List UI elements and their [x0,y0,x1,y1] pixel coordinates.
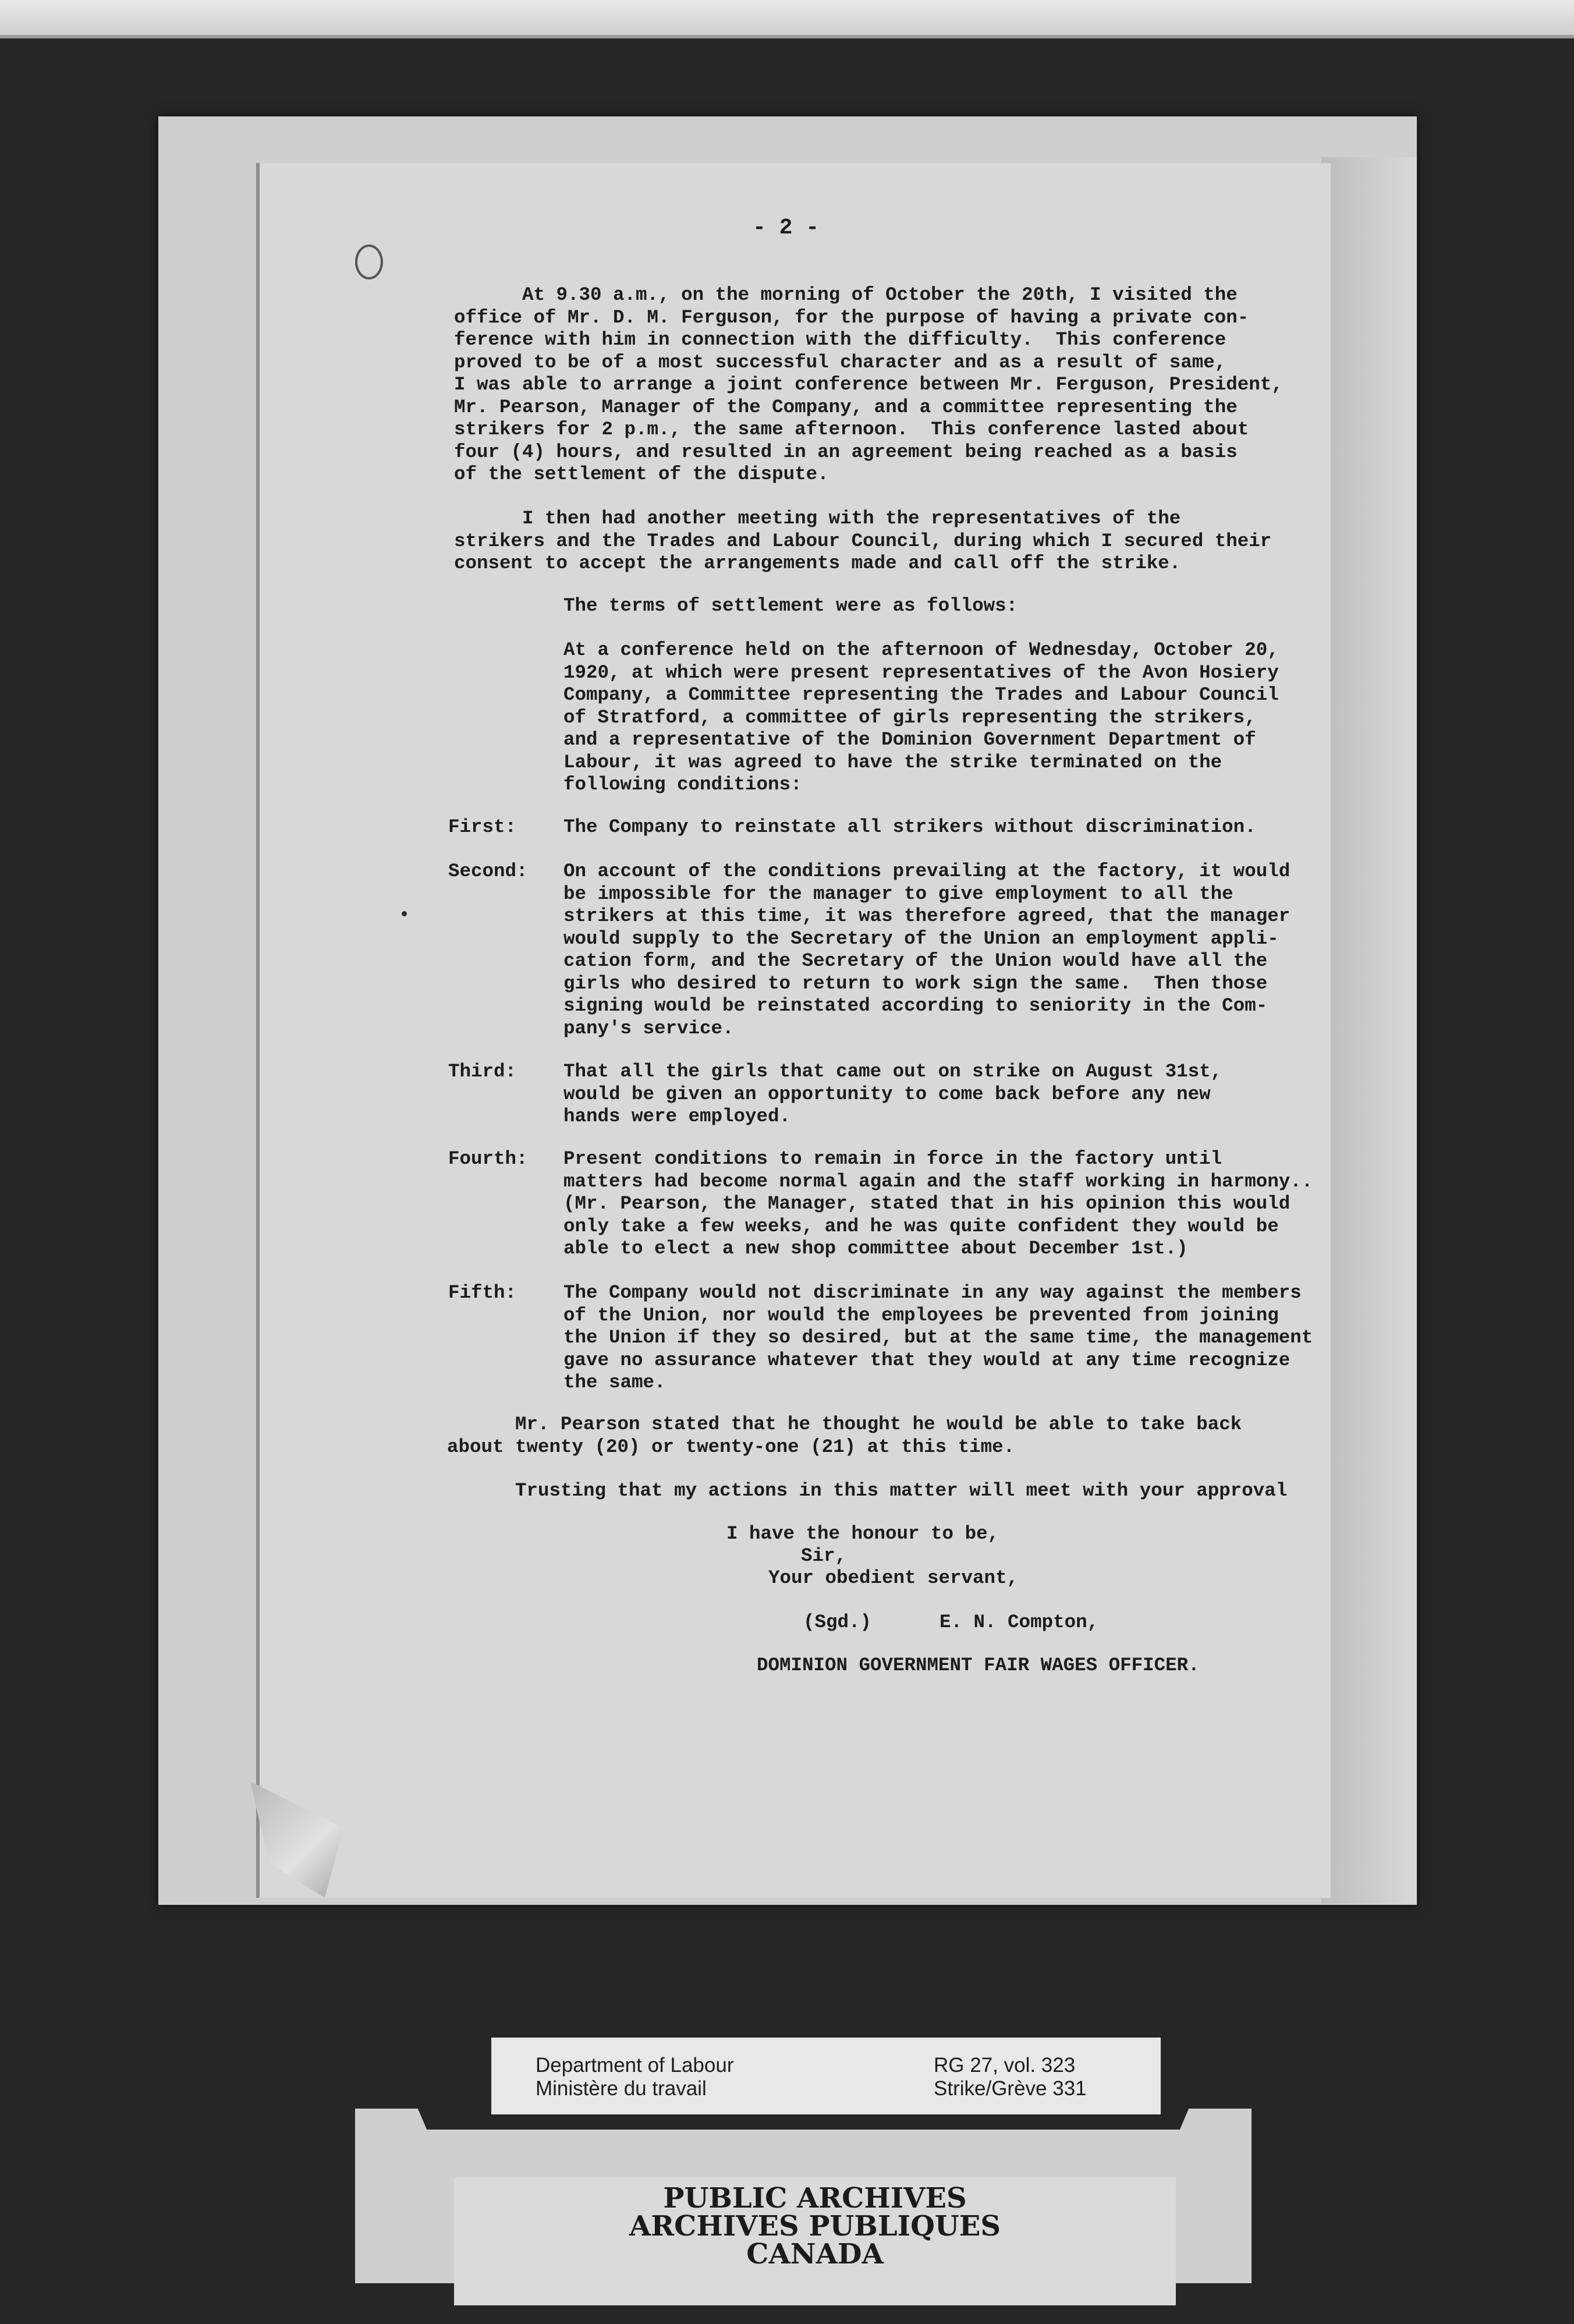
archive-stamp [454,2184,1176,2268]
page-number: - 2 - [752,215,820,240]
condition-text-first: The Company to reinstate all strikers without discrimination. [563,816,1256,838]
condition-text-fourth: Present conditions to remain in force in the factory until matters had become normal again and the staff working in harmony.. (Mr. Pearson, the Manager, stated that in his opinion this would only take a few weeks, and he was quite confident they would be able to elect a new shop committee about December 1st.) [563,1148,1313,1259]
signature-line-1: I have the honour to be, [726,1523,999,1544]
stamp-line-1: PUBLIC ARCHIVES [663,2182,967,2215]
punch-hole [355,245,383,279]
terms-heading: The terms of settlement were as follows: [563,595,1018,617]
closing-paragraph-1: Mr. Pearson stated that he thought he would be able to take back about twenty (20) or twenty-one (21) at this time. [447,1413,1242,1458]
scanner-top-strip [0,0,1574,38]
intro-paragraph-2: I then had another meeting with the representatives of the strikers and the Trades and Labour Council, during which I secured their consent to accept the arrangements made and call off the strike. [454,508,1272,574]
condition-text-fifth: The Company would not discriminate in any way against the members of the Union, nor would the employees be prevented from joining the Union if they so desired, but at the same time, the management gave no assurance whatever that they would at any time recognize the same. [563,1282,1313,1393]
signature-title: DOMINION GOVERNMENT FAIR WAGES OFFICER. [757,1655,1200,1676]
condition-label-first: First: [448,816,517,838]
condition-label-fifth: Fifth: [448,1282,517,1303]
paper-edge [1321,157,1417,1904]
condition-text-second: On account of the conditions prevailing at the factory, it would be impossible for the manager to give employment to all the strikers at this time, it was therefore agreed, that the manager would supply to the Secretary of the Union an employment appli- cation form, and the Secretary of the Union would have all the girls who desired to return to work sign the same. Then those signing would be reinstated according to seniority in the Com- pany's service. [563,860,1291,1039]
stamp-line-2: ARCHIVES PUBLIQUES [629,2210,1001,2242]
tag-department [536,2054,733,2100]
archive-reference-tag [491,2038,1161,2114]
margin-mark [402,911,407,916]
condition-label-third: Third: [448,1061,517,1082]
intro-paragraph-1: At 9.30 a.m., on the morning of October the 20th, I visited the office of Mr. D. M. Ferguson, for the purpose of having a private con- ference with him in connection with the difficulty. This conference proved to be of a most successful character and as a result of same, I was able to arrange a joint conference between Mr. Ferguson, President, Mr. Pearson, Manager of the Company, and a committee representing the strikers for 2 p.m., the same afternoon. This conference lasted about four (4) hours, and resulted in an agreement being reached as a basis of the settlement of the dispute. [454,284,1283,485]
condition-text-third: That all the girls that came out on strike on August 31st, would be given an opportunity to come back before any new hands were employed. [563,1061,1222,1127]
signature-line-2: Sir, [801,1545,847,1567]
stamp-line-3: CANADA [746,2238,884,2270]
conference-paragraph: At a conference held on the afternoon of Wednesday, October 20, 1920, at which were present representatives of the Avon Hosiery Company, a Committee representing the Trades and Labour Council of Stratford, a committee of girls representing the strikers, and a representative of the Dominion Government Department of Labour, it was agreed to have the strike terminated on the following conditions: [563,639,1279,795]
tag-reference [934,2054,1087,2100]
condition-label-fourth: Fourth: [448,1148,528,1170]
signature-line-3: Your obedient servant, [768,1567,1019,1589]
tag-ref: RG 27, vol. 323 [934,2054,1076,2077]
tag-dept-en: Department of Labour [536,2054,734,2077]
tag-strike: Strike/Grève 331 [934,2077,1087,2100]
signature-signed: (Sgd.) E. N. Compton, [803,1611,1099,1633]
tag-dept-fr: Ministère du travail [536,2077,707,2100]
condition-label-second: Second: [448,860,528,882]
closing-paragraph-2: Trusting that my actions in this matter will meet with your approval [447,1480,1288,1501]
